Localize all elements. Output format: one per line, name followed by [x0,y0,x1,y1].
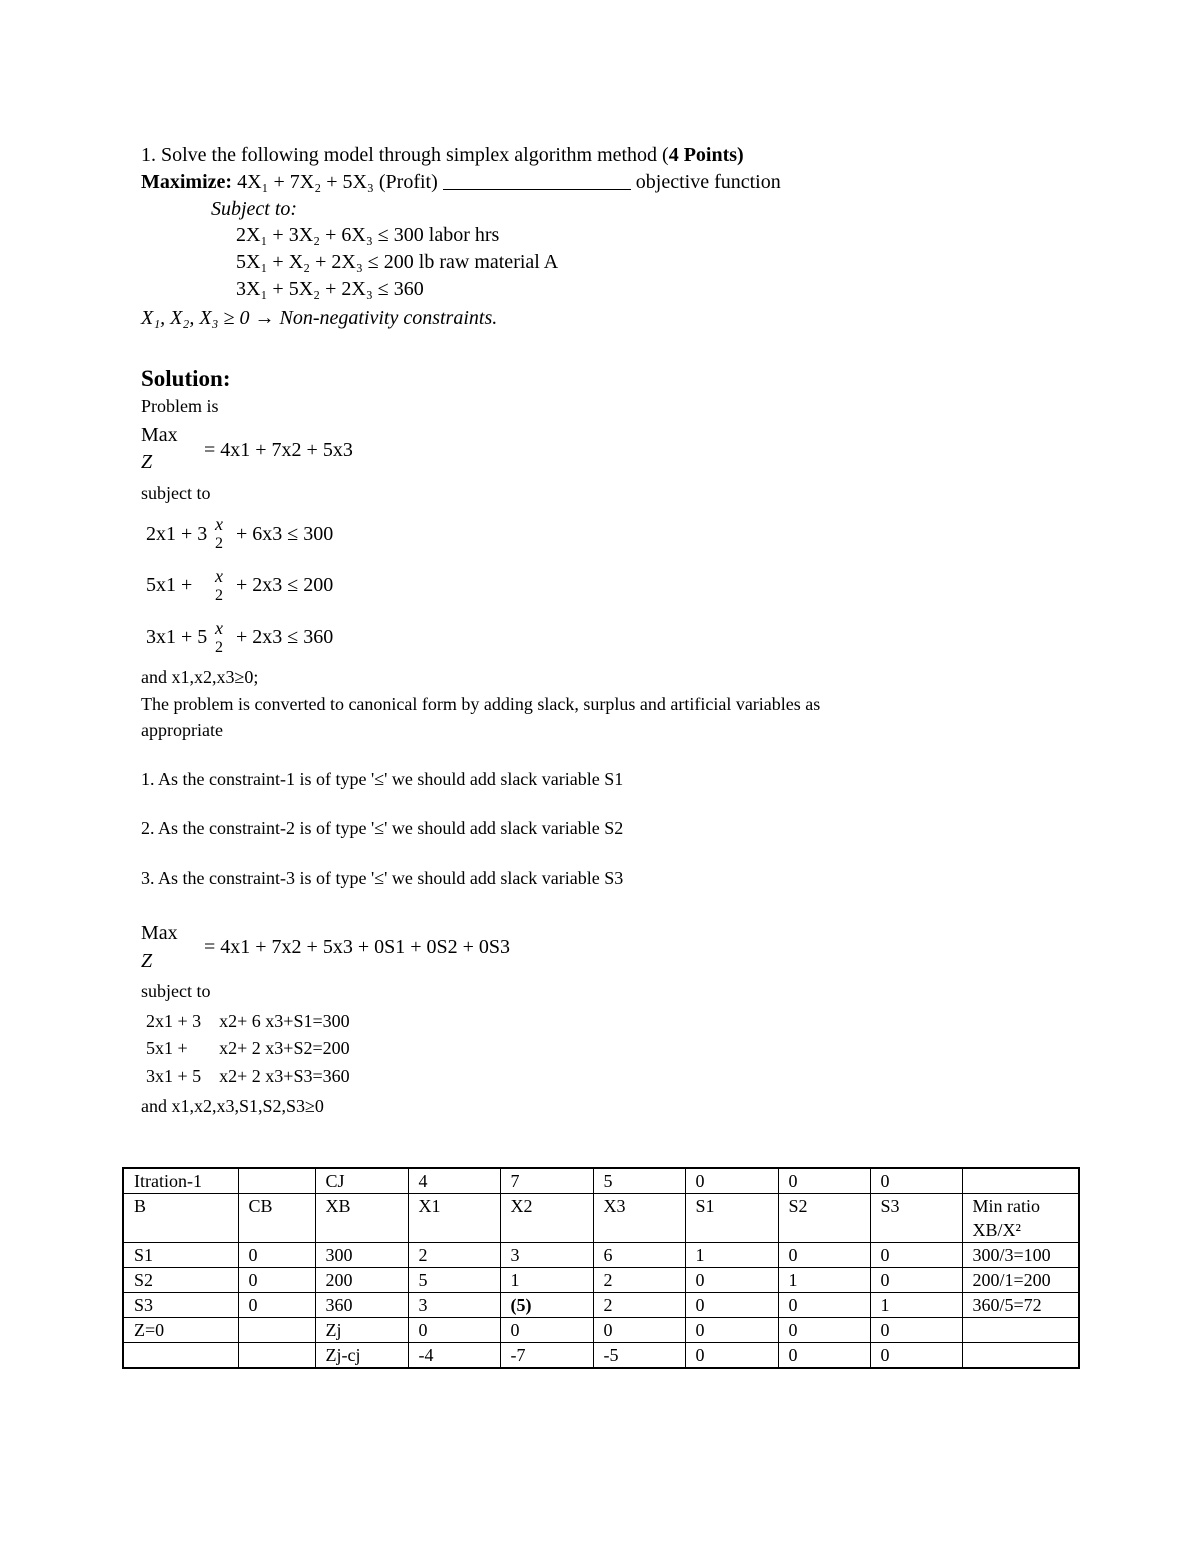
x2-fraction: x 2 [215,514,223,552]
table-cell: 0 [685,1293,778,1318]
table-cell [238,1168,315,1194]
table-cell: Zj [315,1318,408,1343]
table-cell: S1 [123,1243,238,1268]
table-cell: Z=0 [123,1318,238,1343]
table-row [123,1293,1079,1318]
table-cell [123,1343,238,1369]
table-row [123,1268,1079,1293]
min-ratio-label: Min ratio [972,1196,1040,1216]
table-cell: 0 [238,1243,315,1268]
table-cell: -7 [500,1343,593,1369]
table-cell: 360 [315,1293,408,1318]
table-cell: 0 [238,1268,315,1293]
table-cell [962,1168,1079,1194]
table-cell [238,1343,315,1369]
table-cell [238,1318,315,1343]
table-cell: S2 [778,1194,870,1243]
table-cell: 0 [870,1243,962,1268]
constraint-2: 5X₁ + X₂ + 2X₃ ≤ 200 lb raw material A [236,251,559,273]
table-cell: 3 [408,1293,500,1318]
table-cell: Itration-1 [123,1168,238,1194]
table-cell: 1 [500,1268,593,1293]
constraint-3-left: 3x1 + 5 [146,626,208,648]
x2-fraction: x 2 [215,566,223,604]
table-cell: XB [315,1194,408,1243]
table-cell: 4 [408,1168,500,1194]
table-cell: B [123,1194,238,1243]
subject-to-label: Subject to: [211,198,298,220]
table-cell: 0 [778,1343,870,1369]
question-line [141,144,744,167]
canonical-objective: = 4x1 + 7x2 + 5x3 + 0S1 + 0S2 + 0S3 [204,936,511,958]
max-label: Max [141,424,178,446]
table-cell: 0 [685,1343,778,1369]
table-cell: 5 [593,1168,685,1194]
table-cell: X2 [500,1194,593,1243]
table-cell: 1 [778,1268,870,1293]
table-cell: 300 [315,1243,408,1268]
x2-fraction: x 2 [215,618,223,656]
table-cell: -5 [593,1343,685,1369]
table-cell: CB [238,1194,315,1243]
table-cell: CJ [315,1168,408,1194]
table-cell: 0 [870,1318,962,1343]
constraint-1: 2X₁ + 3X₂ + 6X₃ ≤ 300 labor hrs [236,224,500,246]
table-cell: Zj-cj [315,1343,408,1369]
table-cell: 0 [870,1343,962,1369]
z-label-2: Z [141,950,153,972]
constraint-2-right: + 2x3 ≤ 200 [236,574,334,596]
step-3: 3. As the constraint-3 is of type '≤' we should add slack variable S3 [141,868,624,888]
solution-heading: Solution: [141,366,231,391]
table-cell: 200/1=200 [962,1268,1079,1293]
table-cell: 7 [500,1168,593,1194]
constraint-3: 3X₁ + 5X₂ + 2X₃ ≤ 360 [236,278,424,300]
objective-function: = 4x1 + 7x2 + 5x3 [204,439,353,461]
table-cell: 0 [593,1318,685,1343]
table-row [123,1194,1079,1243]
objective-expression: 4X₁ + 7X₂ + 5X₃ (Profit) [237,171,438,193]
table-cell: 0 [685,1268,778,1293]
table-cell: 1 [870,1293,962,1318]
table-cell: S1 [685,1194,778,1243]
objective-line [141,171,781,194]
table-cell: X1 [408,1194,500,1243]
table-row [123,1318,1079,1343]
table-row [123,1343,1079,1369]
table-cell: 0 [870,1168,962,1194]
table-cell: 0 [778,1318,870,1343]
constraint-2-left: 5x1 + [146,574,193,596]
table-cell: 0 [778,1168,870,1194]
step-2: 2. As the constraint-2 is of type '≤' we should add slack variable S2 [141,818,624,838]
table-cell: 0 [238,1293,315,1318]
table-cell: 0 [685,1168,778,1194]
canonical-eq-3: 3x1 + 5 x2+ 2 x3+S3=360 [146,1066,350,1086]
table-cell: 0 [778,1243,870,1268]
problem-is-label: Problem is [141,396,219,416]
step-1: 1. As the constraint-1 is of type '≤' we should add slack variable S1 [141,769,624,789]
constraint-1-right: + 6x3 ≤ 300 [236,523,334,545]
table-cell: 3 [500,1243,593,1268]
subject-to-label-3: subject to [141,981,211,1001]
table-cell: 0 [500,1318,593,1343]
table-cell: 5 [408,1268,500,1293]
blank-line [443,171,631,190]
table-cell: 300/3=100 [962,1243,1079,1268]
constraint-1-left: 2x1 + 3 [146,523,208,545]
pivot-element: (5) [500,1293,593,1318]
min-ratio-formula: XB/X² [972,1220,1021,1240]
table-row [123,1243,1079,1268]
table-cell: 2 [408,1243,500,1268]
table-cell: 200 [315,1268,408,1293]
subject-to-label-2: subject to [141,483,211,503]
canonical-eq-2: 5x1 + x2+ 2 x3+S2=200 [146,1038,350,1058]
points-label: 4 Points) [668,144,744,166]
non-negativity-line: X₁, X₂, X₃ ≥ 0 → Non-negativity constraints. [141,307,498,329]
maximize-label: Maximize: [141,171,233,193]
table-cell [962,1194,1079,1243]
canonical-text: The problem is converted to canonical form by adding slack, surplus and artificial variables as [141,694,821,714]
table-cell: 0 [778,1293,870,1318]
max-label-2: Max [141,922,178,944]
table-cell: 2 [593,1268,685,1293]
table-cell: 0 [408,1318,500,1343]
canonical-text-cont: appropriate [141,720,223,740]
table-cell: 0 [685,1318,778,1343]
table-cell: S2 [123,1268,238,1293]
table-cell [962,1318,1079,1343]
table-cell: 1 [685,1243,778,1268]
table-row [123,1168,1079,1194]
nonneg-statement: and x1,x2,x3≥0; [141,667,259,687]
question-text: 1. Solve the following model through simplex algorithm method ( [141,144,669,166]
table-cell: S3 [870,1194,962,1243]
table-cell: 6 [593,1243,685,1268]
table-cell: 360/5=72 [962,1293,1079,1318]
nonneg-statement-2: and x1,x2,x3,S1,S2,S3≥0 [141,1096,324,1116]
table-cell: X3 [593,1194,685,1243]
simplex-table [122,1167,1080,1369]
table-cell: -4 [408,1343,500,1369]
table-cell: 0 [870,1268,962,1293]
canonical-eq-1: 2x1 + 3 x2+ 6 x3+S1=300 [146,1011,350,1031]
constraint-3-right: + 2x3 ≤ 360 [236,626,334,648]
table-cell [962,1343,1079,1369]
table-cell: 2 [593,1293,685,1318]
table-cell: S3 [123,1293,238,1318]
objective-suffix: objective function [635,171,781,193]
z-label: Z [141,451,153,473]
